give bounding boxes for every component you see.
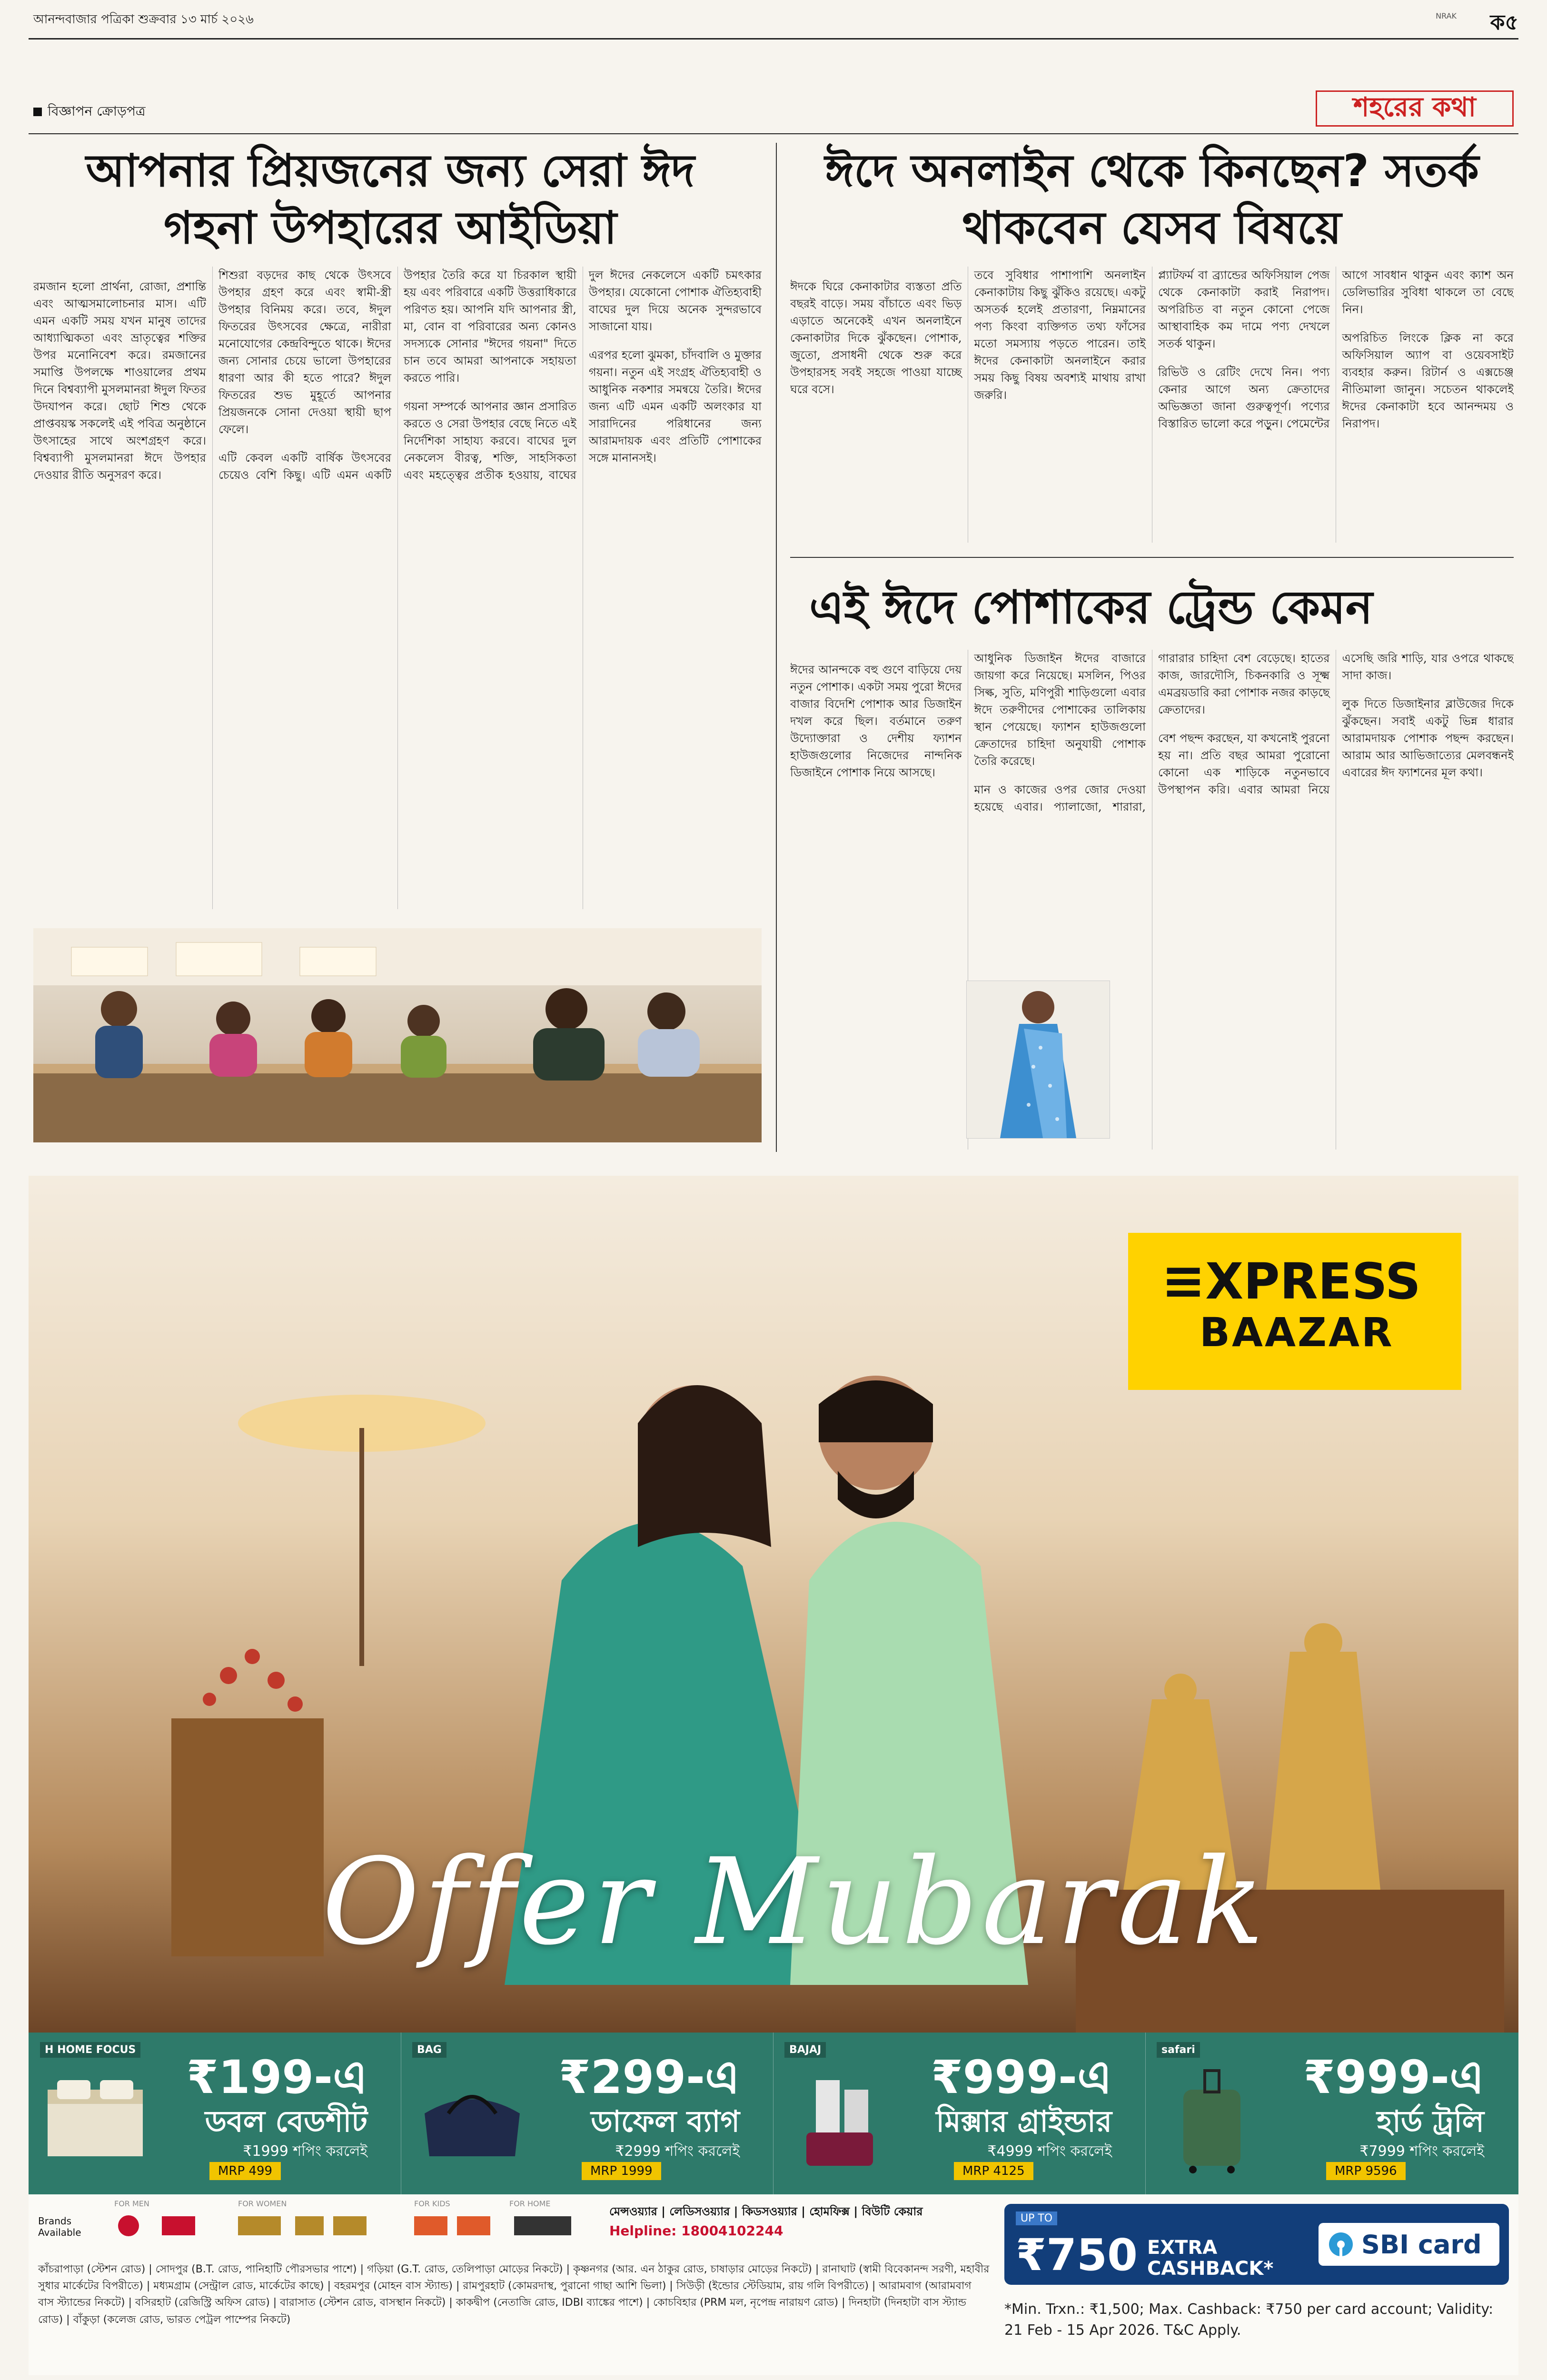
paragraph: আধুনিক ডিজাইন ঈদের বাজারে জায়গা করে নিয়েছে। মসলিন, পিওর সিল্ক, সুতি, মণিপুরী শাড়িগুলো এবার ঈদে তরুণীদের পোশাকের তালিকায় স্থান পেয়েছে। ফ্যাশন হাউজগুলো ক্রেতাদের চাহিদা অনুযায়ী পোশাক তৈরি করেছে। [974, 652, 1146, 768]
product-offers [29, 2033, 1518, 2194]
paragraph: গয়না সম্পর্কে আপনার জ্ঞান প্রসারিত করতে ও সেরা উপহার বেছে নিতে এই নির্দেশিকা সাহায্য করবে। বাঘের দুল নেকলেস বীরত্ব, শক্তি, সাহসিকতা এবং মহত্ত্বের প্রতীক হওয়ায়, বাঘের দুল ঈদের নেকলেসে একটি চমৎকার উপহার। যেকোনো পোশাক ঐতিহ্যবাহী বাঘের দুল দিয়ে অনেক সুন্দরভাবে সাজানো যায়। [404, 268, 762, 482]
article-online-body [790, 267, 1514, 543]
product-price: ₹199-এ [186, 2051, 367, 2104]
paragraph: প্ল্যাটফর্ম বা ব্র্যান্ডের অফিসিয়াল পেজ থেকে কেনাকাটা করাই নিরাপদ। অপরিচিত বা নতুন কোনো পেজে আস্থাবাহিক কম দামে পণ্য দেখলে সতর্ক থাকুন। [1158, 268, 1330, 350]
express-baazar-ad [29, 1176, 1518, 2375]
bank-upto-label: UP TO [1016, 2211, 1057, 2225]
paragraph: অপরিচিত লিংকে ক্লিক না করে অফিসিয়াল অ্যাপ বা ওয়েবসাইট ব্যবহার করুন। রিটার্ন ও এক্সচেঞ্জ নীতিমালা জানুন। সচেতন থাকলেই ঈদের কেনাকাটা হবে আনন্দময় ও নিরাপদ। [1342, 331, 1514, 430]
bedsheet-icon [43, 2071, 148, 2166]
paragraph: ঈদকে ঘিরে কেনাকাটার ব্যস্ততা প্রতি বছরই বাড়ে। সময় বাঁচাতে এবং ভিড় এড়াতে অনেকেই এখন অনলাইনে কেনাকাটার দিকে ঝুঁকছেন। পোশাক, জুতো, প্রসাধনী থেকে শুরু করে উপহারসহ সবই সহজে পাওয়া যাচ্ছে ঘরে বসে। [790, 280, 962, 396]
edition-code: NRAK [1436, 11, 1457, 20]
bank-name: SBI card [1361, 2230, 1482, 2260]
paragraph: এটি কেবল একটি বার্ষিক উৎসবের চেয়েও বেশি কিছু। এটি এমন একটি উপহার তৈরি করে যা চিরকাল স্থায়ী হয় এবং পরিবারে একটি উত্তরাধিকারে পরিণত হয়। আপনি যদি আপনার স্ত্রী, মা, বোন বা পরিবারের অন্য কোনও সদস্যকে সোনার "ঈদের গয়না" দিতে চান তবে আমরা আপনাকে সহায়তা করতে পারি। [218, 268, 576, 482]
paragraph: রিভিউ ও রেটিং দেখে নিন। পণ্য কেনার আগে অন্য ক্রেতাদের অভিজ্ঞতা জানা গুরুত্বপূর্ণ। পণ্যের বিস্তারিত ভালো করে পড়ুন। পেমেন্টের আগে সাবধান থাকুন এবং ক্যাশ অন ডেলিভারির সুবিধা থাকলে তা বেছে নিন। [1158, 268, 1514, 430]
brand-logos-icon [114, 2211, 595, 2240]
product-mrp: MRP 9596 [1326, 2162, 1406, 2180]
product-price: ₹999-এ [1303, 2051, 1484, 2104]
article-divider [790, 557, 1514, 558]
express-baazar-logo [1128, 1233, 1461, 1390]
product-brand: H HOME FOCUS [40, 2042, 140, 2058]
product-name: ডাফেল ব্যাগ [591, 2104, 740, 2139]
article-fashion-body [790, 650, 1514, 1150]
logo-text-line1: ≡XPRESS [1161, 1250, 1421, 1311]
paragraph: এরপর হলো ঝুমকা, চাঁদবালি ও মুক্তার গয়না। নতুন এই সংগ্রহ ঐতিহ্যবাহী ও আধুনিক নকশার সমন্বয়ে তৈরি। ঈদের জন্য এটি এমন একটি অলংকার যা সারাদিনের পরিধানের জন্য আরামদায়ক এবং প্রতিটি পোশাকের সঙ্গে মানানসই। [589, 348, 762, 465]
for-home-label: FOR HOME [509, 2199, 551, 2208]
paragraph: তবে সুবিধার পাশাপাশি অনলাইন কেনাকাটায় কিছু ঝুঁকিও রয়েছে। একটু অসতর্ক হলেই প্রতারণা, নিম্নমানের পণ্য কিংবা ব্যক্তিগত তথ্য ফাঁসের মতো সমস্যায় পড়তে পারেন। তাই ঈদের কেনাকাটা অনলাইনে করার সময় কিছু বিষয় অবশ্যই মাথায় রাখা জরুরি। [974, 268, 1146, 402]
product-offer-condition: ₹2999 শপিং করলেই [615, 2143, 740, 2160]
helpline: Helpline: 18004102244 [609, 2223, 783, 2239]
product-mrp: MRP 499 [209, 2162, 281, 2180]
paragraph: ঈদের আনন্দকে বহু গুণে বাড়িয়ে দেয় নতুন পোশাক। একটা সময় পুরো ঈদের বাজার বিদেশি পোশাক আর ডিজাইন দখল করে ছিল। বর্তমানে তরুণ উদ্যোক্তারা ও দেশীয় ফ্যাশন হাউজগুলোর নিজেদের নান্দনিক ডিজাইনে পোশাক নিয়ে আসছে। [790, 663, 962, 779]
paper-name: আনন্দবাজার পত্রিকা [33, 12, 135, 27]
section-label: বিজ্ঞাপন ক্রোড়পত্র [33, 101, 146, 123]
product-brand: BAJAJ [784, 2042, 826, 2058]
for-men-label: FOR MEN [114, 2199, 149, 2208]
product-offer-condition: ₹7999 শপিং করলেই [1359, 2143, 1484, 2160]
product-name: ডবল বেডশীট [205, 2104, 367, 2139]
product-offer-condition: ₹4999 শপিং করলেই [987, 2143, 1112, 2160]
saree-photo [966, 981, 1110, 1139]
store-locations: কাঁচরাপাড়া (স্টেশন রোড) | সোদপুর (B.T. রোড, পানিহাটি পৌরসভার পাশে) | গড়িয়া (G.T. রোড, তেলিপাড়া মোড়ের নিকটে) | কৃষ্ণনগর (আর. এন ঠাকুর রোড, চাষাড়ার মোড়ের নিকটে) | রানাঘাট (স্বামী বিবেকানন্দ সরণী, মহাবীর সুধার মার্কেটের বিপরীতে) | মধ্যমগ্রাম (সেন্ট্রাল রোড, মার্কেটের কাছে) | বহরমপুর (মোহন বাস স্ট্যান্ড) | রামপুরহাট (কোমরদাস্থ, পুরানো গাছা আশি ভিলা) | সিউড়ী (ইন্ডোর স্টেডিয়াম, রায় গলি বিপরীতে) | আরামবাগ (আরামবাগ বাস স্ট্যান্ডের নিকটে) | বসিরহাট (রেজিস্ট্রি অফিস রোড) | বারাসাত (স্টেশন রোড, বাসস্থান নিকটে) | কাকদ্বীপ (নেতাজি রোড, IDBI ব্যাঙ্কের পাশে) | কোচবিহার (PRM মল, নৃপেন্দ্র নারায়ণ রোড) | দিনহাটা (দিনহাটা বাস স্ট্যান্ড রোড) | বাঁকুড়া (কলেজ রোড, ভারত পেট্রল পাম্পের নিকটে) [38, 2263, 990, 2326]
sbi-card-badge [1319, 2223, 1499, 2266]
product-mrp: MRP 4125 [954, 2162, 1033, 2180]
sbi-logo-icon [1328, 2231, 1354, 2257]
showroom-illustration [33, 928, 762, 1142]
paragraph: মান ও কাজের ওপর জোর দেওয়া হয়েছে এবার। প্যালাজো, শারারা, গারারার চাহিদা বেশ বেড়েছে। হাতের কাজ, জারদৌসি, চিকনকারি ও সূক্ষ্ম এমব্রয়ডারি করা পোশাক নজর কাড়ছে ক্রেতাদের। [974, 652, 1330, 813]
masthead-rule [29, 38, 1518, 40]
city-tag: শহরের কথা [1316, 90, 1514, 127]
product-brand: safari [1157, 2042, 1200, 2058]
category-line: মেন্সওয়্যার | লেডিসওয়্যার | কিডসওয়্যার | হোমফিক্স | বিউটি কেয়ার [609, 2205, 923, 2218]
product-mixer-grinder [773, 2033, 1146, 2194]
product-bedsheet [29, 2033, 401, 2194]
saree-illustration [967, 981, 1110, 1138]
product-offer-condition: ₹1999 শপিং করলেই [243, 2143, 367, 2160]
paper-date-line [33, 10, 254, 30]
paragraph: শিশুরা বড়দের কাছ থেকে উৎসবে উপহার গ্রহণ করে এবং স্বামী-স্ত্রী উপহার বিনিময় করে। তবে, ঈদুল ফিতরের উৎসবের ক্ষেত্রে, নারীরা মনোযোগের কেন্দ্রবিন্দুতে থাকে। ঈদের জন্য সোনার চেয়ে ভালো উপহারের ধারণা আর কী হতে পারে? ঈদুল ফিতরের শুভ মুহূর্তে আপনার প্রিয়জনকে সোনা দেওয়া স্থায়ী ছাপ ফেলে। [218, 268, 391, 436]
brands-available-label: Brands Available [38, 2215, 81, 2238]
for-women-label: FOR WOMEN [238, 2199, 287, 2208]
article-fashion-headline: এই ঈদে পোশাকের ট্রেন্ড কেমন [809, 581, 1373, 634]
product-hard-trolley [1145, 2033, 1517, 2194]
header-bottom-rule [29, 133, 1518, 134]
article-gift-body [33, 267, 762, 909]
offer-terms: *Min. Trxn.: ₹1,500; Max. Cashback: ₹750 per card account; Validity: 21 Feb - 15 Apr 2026. T&C Apply. [1004, 2301, 1494, 2339]
cashback-text: EXTRA CASHBACK* [1147, 2237, 1274, 2280]
trolley-suitcase-icon [1164, 2066, 1259, 2175]
sbi-card-offer [1004, 2204, 1509, 2285]
issue-date: শুক্রবার ১৩ মার্চ ২০২৬ [138, 12, 254, 27]
offer-headline: Offer Mubarak [322, 1833, 1268, 1971]
product-name: হার্ড ট্রলি [1377, 2104, 1484, 2139]
paragraph: রমজান হলো প্রার্থনা, রোজা, প্রশান্তি এবং আত্মসমালোচনার মাস। এটি এমন একটি সময় যখন মানুষ তাদের আধ্যাত্মিকতা এবং ভ্রাতৃত্বের শক্তির উপর মনোনিবেশ করে। রমজানের সমাপ্তি উপলক্ষে শাওয়ালের প্রথম দিনে বিশ্বব্যাপী মুসলমানরা ঈদুল ফিতর উদযাপন করে। ছোট শিশু থেকে প্রাপ্তবয়স্ক সকলেই এই পবিত্র অনুষ্ঠানে উৎসাহের সাথে অংশগ্রহণ করে। বিশ্বব্যাপী মুসলমানরা ঈদে উপহার দেওয়ার রীতি অনুসরণ করে। [33, 280, 206, 482]
for-kids-label: FOR KIDS [414, 2199, 450, 2208]
product-price: ₹299-এ [558, 2051, 740, 2104]
product-brand: BAG [412, 2042, 446, 2058]
product-price: ₹999-এ [931, 2051, 1112, 2104]
paragraph: বেশ পছন্দ করছেন, যা কখনোই পুরনো হয় না। প্রতি বছর আমরা পুরোনো কোনো এক শাড়িকে নতুনভাবে উপস্থাপন করি। এবার আমরা নিয়ে এসেছি জরি শাড়ি, যার ওপরে থাকছে সাদা কাজ। [1158, 652, 1514, 796]
article-gift-headline: আপনার প্রিয়জনের জন্য সেরা ঈদ গহনা উপহারের আইডিয়া [86, 145, 695, 255]
brand-logos-row [114, 2211, 595, 2240]
duffel-bag-icon [415, 2075, 529, 2166]
logo-word-xpress: XPRESS [1205, 1252, 1421, 1310]
page-number: ক৫ [1490, 10, 1518, 35]
cashback-amount: ₹750 [1016, 2230, 1138, 2281]
masthead [0, 0, 1547, 124]
product-duffel-bag [401, 2033, 774, 2194]
logo-text-line2: BAAZAR [1200, 1309, 1394, 1356]
mixer-grinder-icon [787, 2066, 892, 2171]
jewellery-showroom-photo [33, 928, 762, 1142]
paragraph: লুক দিতে ডিজাইনার ব্লাউজের দিকে ঝুঁকছেন। সবাই একটু ভিন্ন ধারার আরামদায়ক পোশাক পছন্দ করছেন। আরাম আর আভিজাত্যের মেলবন্ধনই এবারের ঈদ ফ্যাশনের মূল কথা। [1342, 697, 1514, 779]
ad-footer [29, 2194, 1518, 2375]
column-divider [776, 143, 777, 1152]
product-mrp: MRP 1999 [582, 2162, 661, 2180]
product-name: মিক্সার গ্রাইন্ডার [936, 2104, 1112, 2139]
brands-strip [38, 2199, 1004, 2256]
article-online-headline: ঈদে অনলাইন থেকে কিনছেন? সতর্ক থাকবেন যেসব বিষয়ে [824, 145, 1479, 255]
